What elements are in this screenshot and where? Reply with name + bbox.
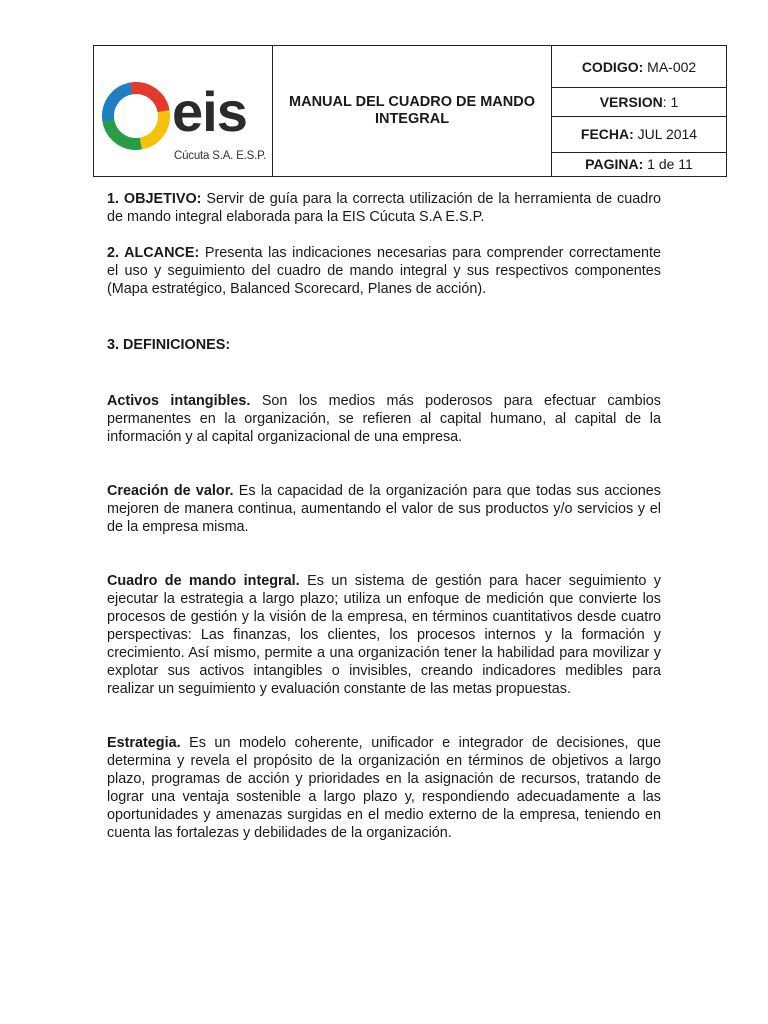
definition-term: Estrategia. <box>107 735 181 751</box>
codigo-label: CODIGO: <box>581 58 644 75</box>
fecha-value: JUL 2014 <box>637 126 698 143</box>
definition-paragraph <box>107 572 661 698</box>
definition-paragraph <box>107 734 661 842</box>
definition-text: Es la capacidad de la organización para que todas sus acciones mejoren de manera continua, aumentando el valor de sus productos y/o servicios y el de la empresa misma. <box>107 483 661 535</box>
definition-term: Creación de valor. <box>107 483 234 499</box>
eis-logo <box>94 46 272 176</box>
logo-subtext: Cúcuta S.A. E.S.P. <box>174 150 267 162</box>
definition-paragraph <box>107 392 661 446</box>
pagina-cell <box>552 152 727 176</box>
definition-term: Cuadro de mando integral. <box>107 573 300 589</box>
document-body <box>107 190 661 842</box>
version-value: : 1 <box>662 93 679 110</box>
pagina-value: 1 de 11 <box>647 156 693 173</box>
fecha-cell <box>552 116 727 152</box>
logo-cell <box>94 46 273 177</box>
definition-text: Es un modelo coherente, unificador e integrador de decisiones, que determina y revela el propósito de la organización en términos de objetivos a largo plazo, programas de acción y prioridades en la asignación de recursos, tratando de lograr una ventaja sostenible a largo plazo y, respondiendo adecuadamente a las oportunidades y amenazas surgidas en el medio externo de la empresa, teniendo en cuenta las fortalezas y debilidades de la organización. <box>107 735 662 841</box>
codigo-value: MA-002 <box>647 58 697 75</box>
objetivo-text: Servir de guía para la correcta utilización de la herramienta de cuadro de mando integral elaborada para la EIS Cúcuta S.A E.S.P. <box>107 191 662 225</box>
version-cell <box>552 88 727 116</box>
alcance-heading: 2. ALCANCE: <box>107 245 200 261</box>
logo-wordmark: eis <box>172 80 247 143</box>
codigo-cell <box>552 46 727 88</box>
alcance-paragraph <box>107 244 661 298</box>
version-label: VERSION <box>599 93 663 110</box>
pagina-label: PAGINA: <box>585 156 644 173</box>
definition-paragraph <box>107 482 661 536</box>
document-header-table <box>93 45 727 177</box>
objetivo-heading: 1. OBJETIVO: <box>107 191 202 207</box>
eis-logo-icon <box>100 80 172 152</box>
document-title: MANUAL DEL CUADRO DE MANDO INTEGRAL <box>273 46 552 177</box>
definiciones-heading: 3. DEFINICIONES: <box>107 337 231 353</box>
definition-term: Activos intangibles. <box>107 393 251 409</box>
objetivo-paragraph <box>107 190 661 226</box>
definition-text: Son los medios más poderosos para efectuar cambios permanentes en la organización, se refieren al capital humano, al capital de la información y al capital organizacional de una empresa. <box>107 393 661 445</box>
definition-text: Es un sistema de gestión para hacer seguimiento y ejecutar la estrategia a largo plazo; utiliza un enfoque de medición que convierte los procesos de gestión y la visión de la empresa, en términos cuantitativos desde cuatro perspectivas: Las finanzas, los clientes, los procesos internos y la formación y crecimiento. Así mismo, permite a una organización tener la habilidad para movilizar y explotar sus activos intangibles o invisibles, creando indicadores medibles para realizar un seguimiento y evaluación constante de las metas propuestas. <box>107 573 662 697</box>
fecha-label: FECHA: <box>580 126 634 143</box>
alcance-text: Presenta las indicaciones necesarias para comprender correctamente el uso y seguimiento del cuadro de mando integral y sus respectivos componentes (Mapa estratégico, Balanced Scorecard, Planes de acción). <box>107 245 662 297</box>
